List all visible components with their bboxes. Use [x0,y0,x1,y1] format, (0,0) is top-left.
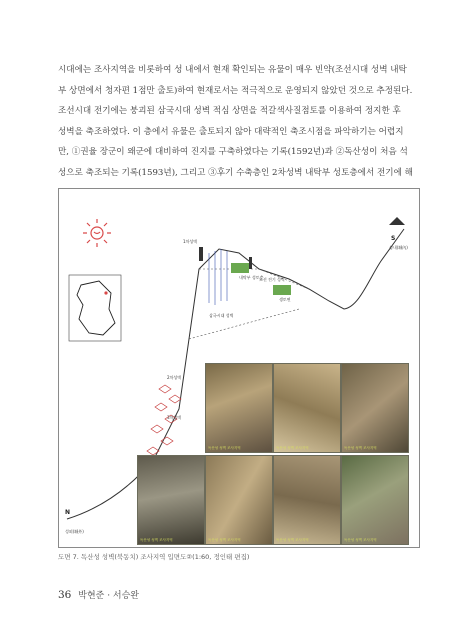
layer-label: 삼국시대 성벽 [209,313,234,318]
sun-icon [83,219,111,247]
body-line: 부 상면에서 청자편 1점만 출토)하여 현재로서는 적극적으로 운영되지 않았던 것으로 추정된다. [58,85,413,96]
page-footer [58,588,139,601]
wall-stones-red [147,385,181,465]
layer-label: 생토면 [279,297,291,302]
site-photo: 독산성 성벽 조사지역 [205,363,273,453]
body-line: 만, ①권율 장군이 왜군에 대비하여 진지를 구축하였다는 기록(1592년)과 ②독산성이 처음 석 [58,147,408,158]
site-photo: 독산성 성벽 조사지역 [273,363,341,453]
compass-left-label: N [65,509,71,516]
section-label-3: 3차성벽 [167,415,182,420]
site-photo: 독산성 성벽 조사지역 [341,363,409,453]
body-paragraph [58,60,418,204]
compass-right-label: S [391,235,396,242]
elevation-figure [58,188,420,548]
body-line: 조선시대 전기에는 붕괴된 삼국시대 성벽 적심 상면을 적갈색사질점토를 이용하여 정지한 후 [58,106,401,117]
site-outline-map [69,275,121,341]
site-photo: 독산성 성벽 조사지역 [205,455,273,545]
section-label-2: 2차성벽 [167,375,182,380]
footer-authors: 박현준 · 서승완 [78,591,139,601]
site-photo: 독산성 성벽 조사지역 [137,455,205,545]
outside-label: 성외(城外) [65,529,84,534]
inside-label: 성내(城內) [389,245,408,250]
section-label-1: 1차성벽 [183,239,198,244]
figure-caption: 도면 7. 독산성 성벽(북동치) 조사지역 입면도②(1:60, 정인태 편집) [58,553,250,561]
body-line: 성으로 축조되는 기록(1593년), 그리고 ③후기 수축층인 2차성벽 내탁부 성토층에서 전기에 해 [58,167,413,178]
layer-label: 조선 전기 성벽 [259,277,285,282]
site-photo: 독산성 성벽 조사지역 [341,455,409,545]
body-line: 시대에는 조사지역을 비롯하여 성 내에서 현재 확인되는 유물이 매우 빈약(조선시대 성벽 내탁 [58,65,407,75]
site-photo: 독산성 성벽 조사지역 [273,455,341,545]
wall-stones-blue [209,249,227,305]
page-number: 36 [58,589,72,601]
body-line: 성벽을 축조하였다. 이 층에서 유물은 출토되지 않아 대략적인 축조시점을 파악하기는 어렵지 [58,126,404,137]
layer-label: 내탁부 성토층 [239,275,264,280]
